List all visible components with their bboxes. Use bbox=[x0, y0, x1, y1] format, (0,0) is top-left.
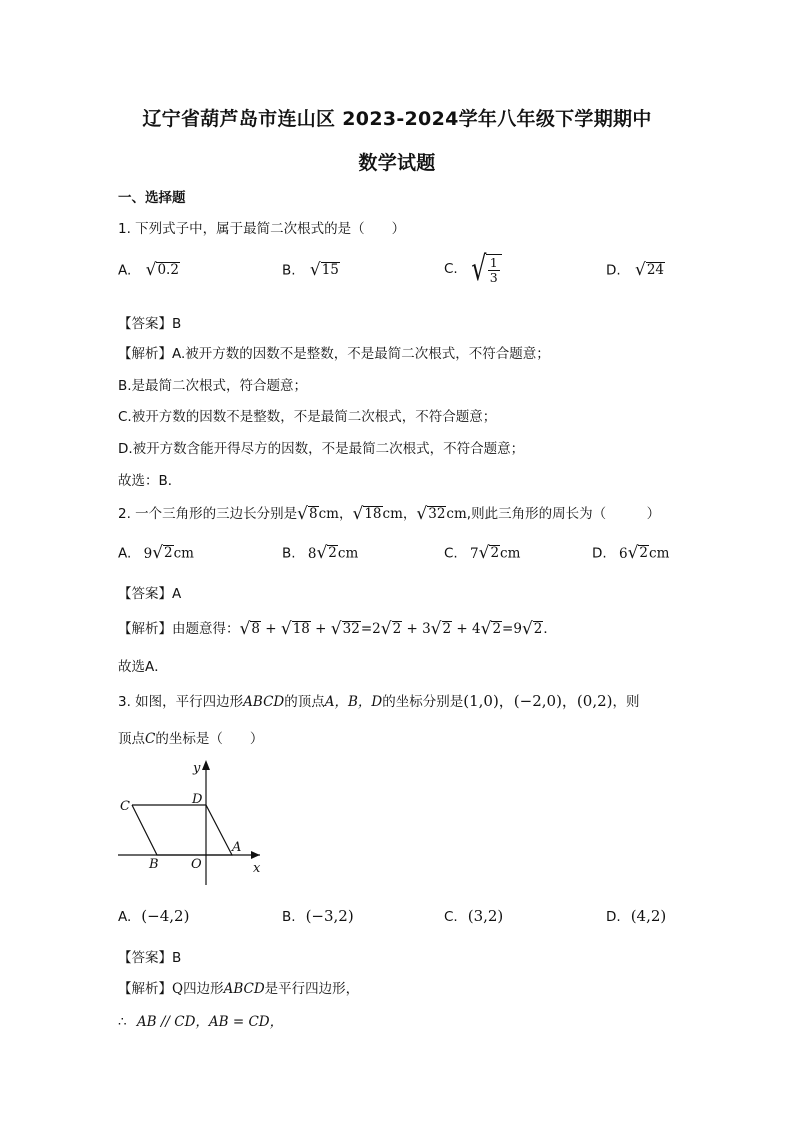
separator: ， bbox=[402, 506, 417, 522]
sqrt-expression: √ 8 bbox=[297, 503, 318, 524]
sqrt-expression: √ 2 bbox=[478, 543, 500, 563]
option-value: (−3,2) bbox=[305, 907, 354, 925]
q3-analysis-line-2 bbox=[118, 1010, 283, 1030]
option-label: A. bbox=[118, 545, 132, 562]
unit: cm bbox=[173, 545, 194, 562]
sqrt-fraction: √ $\frac{1}{3}$ bbox=[468, 252, 502, 286]
option-label: D. bbox=[606, 262, 621, 279]
radicand: 2 bbox=[492, 621, 502, 638]
option-label: B. bbox=[282, 262, 296, 279]
q1-option-d bbox=[606, 262, 665, 279]
radicand: 8 bbox=[251, 621, 260, 638]
label-b: B bbox=[149, 857, 159, 872]
q2-option-a bbox=[118, 545, 194, 562]
sqrt-expression: √ 18 bbox=[352, 503, 382, 524]
q1-analysis-line-1 bbox=[118, 342, 550, 362]
unit: cm bbox=[446, 506, 467, 522]
q2-answer: 【答案】A bbox=[118, 586, 182, 602]
question-2-stem bbox=[118, 502, 660, 523]
fraction bbox=[488, 256, 500, 283]
math-text: ABCD bbox=[243, 694, 285, 710]
option-label: A. bbox=[118, 262, 132, 279]
coefficient: 6 bbox=[618, 545, 628, 562]
label-origin: O bbox=[191, 857, 202, 872]
sqrt-expression: √ 32 bbox=[416, 503, 446, 524]
option-label: B. bbox=[282, 909, 296, 925]
radicand: 2 bbox=[392, 621, 402, 638]
math-text: A，B，D bbox=[324, 694, 383, 710]
q3-analysis-line-1 bbox=[118, 977, 359, 997]
radicand: 32 bbox=[342, 621, 360, 638]
q2-option-b bbox=[282, 545, 358, 562]
label-c: C bbox=[120, 799, 130, 814]
sqrt-expression: √ 15 bbox=[309, 260, 339, 280]
q3-option-d bbox=[606, 907, 666, 925]
sqrt-expression: √ 24 bbox=[634, 260, 665, 280]
option-label: D. bbox=[606, 909, 621, 925]
parallelogram bbox=[132, 805, 232, 855]
radicand: 32 bbox=[428, 505, 446, 522]
stem-text: ,则此三角形的周长为（ ） bbox=[466, 506, 661, 522]
unit: cm bbox=[337, 545, 359, 562]
sqrt-expression: √ 0.2 bbox=[145, 260, 179, 280]
page-subtitle: 数学试题 bbox=[358, 152, 436, 174]
q1-analysis-line-3: C.被开方数的因数不是整数，不是最简二次根式，不符合题意； bbox=[118, 409, 497, 425]
q2-analysis bbox=[118, 617, 557, 638]
coefficient: 3 bbox=[422, 621, 431, 637]
radicand: 2 bbox=[533, 621, 543, 638]
stem-text: 的顶点 bbox=[284, 694, 325, 710]
denominator: 3 bbox=[489, 269, 498, 285]
separator: ， bbox=[338, 506, 353, 522]
sqrt-expression: √ 2 bbox=[316, 543, 337, 563]
analysis-text: 是平行四边形， bbox=[264, 981, 360, 997]
analysis-tag: 【解析】 bbox=[118, 346, 172, 362]
radicand: 2 bbox=[490, 545, 500, 562]
q1-option-a bbox=[118, 262, 180, 279]
option-label: C. bbox=[444, 909, 458, 925]
q3-option-b bbox=[282, 907, 354, 925]
coordinates: (1,0)，(−2,0)，(0,2) bbox=[463, 692, 613, 710]
q2-option-d bbox=[592, 545, 669, 562]
analysis-tag: 【解析】 bbox=[118, 621, 172, 637]
stem-text: 顶点 bbox=[118, 731, 145, 747]
radicand: 24 bbox=[646, 262, 665, 279]
radicand: 2 bbox=[164, 545, 173, 562]
unit: cm bbox=[500, 545, 521, 562]
option-label: D. bbox=[592, 545, 607, 562]
coefficient: 2 bbox=[372, 621, 381, 637]
option-label: B. bbox=[282, 545, 296, 562]
option-value: (−4,2) bbox=[141, 907, 190, 925]
sqrt-expression: √ 2 bbox=[627, 543, 649, 563]
radicand: 2 bbox=[328, 545, 337, 562]
parallelogram-figure bbox=[110, 755, 280, 885]
q1-option-c bbox=[444, 249, 502, 289]
unit: cm bbox=[318, 506, 339, 522]
radicand: 2 bbox=[639, 545, 649, 562]
coefficient: 7 bbox=[470, 545, 479, 562]
coefficient: 9 bbox=[143, 545, 153, 562]
option-value: (3,2) bbox=[467, 907, 504, 925]
stem-text: 的坐标分别是 bbox=[382, 694, 464, 710]
section-heading: 一、选择题 bbox=[118, 190, 186, 206]
q3-option-c bbox=[444, 907, 503, 925]
coefficient: 8 bbox=[307, 545, 317, 562]
unit: cm bbox=[649, 545, 670, 562]
coefficient: 9 bbox=[513, 621, 522, 637]
q1-answer: 【答案】B bbox=[118, 316, 182, 332]
option-label: C. bbox=[444, 261, 458, 277]
option-label: C. bbox=[444, 545, 458, 562]
q1-choose: 故选：B． bbox=[118, 473, 182, 489]
radicand: 18 bbox=[364, 505, 382, 522]
option-value: (4,2) bbox=[630, 907, 667, 925]
label-a: A bbox=[232, 840, 242, 855]
math-text: AB // CD，AB = CD， bbox=[136, 1014, 284, 1030]
y-axis-arrow bbox=[202, 760, 210, 770]
radicand: 18 bbox=[292, 621, 310, 638]
stem-text: 的坐标是（ ） bbox=[155, 731, 264, 747]
stem-text: 2. 一个三角形的三边长分别是 bbox=[118, 506, 298, 522]
label-d: D bbox=[192, 792, 203, 807]
stem-text: ，则 bbox=[612, 694, 640, 710]
q1-analysis-line-4: D.被开方数含能开得尽方的因数，不是最简二次根式，不符合题意； bbox=[118, 441, 525, 457]
q1-option-b bbox=[282, 262, 340, 279]
page-title: 辽宁省葫芦岛市连山区 2023-2024学年八年级下学期期中 bbox=[142, 108, 652, 130]
analysis-equation: √ 8 + √ 18 + √ 32 =2 √ 2 + 3 √ 2 + 4 √ 2 =9 √ 2 ． bbox=[239, 619, 557, 639]
analysis-text: 四边形 bbox=[183, 981, 224, 997]
therefore-symbol: ∴ bbox=[118, 1014, 127, 1030]
question-3-stem-line-1 bbox=[118, 690, 640, 711]
numerator: 1 bbox=[489, 255, 498, 271]
q2-choose: 故选A． bbox=[118, 659, 168, 675]
stem-text: 3. 如图，平行四边形 bbox=[118, 694, 244, 710]
label-x: x bbox=[253, 861, 261, 876]
sqrt-expression: √ 2 bbox=[152, 543, 173, 563]
because-symbol: Q bbox=[172, 981, 184, 997]
option-label: A. bbox=[118, 909, 132, 925]
radicand: 2 bbox=[442, 621, 452, 638]
question-1-stem: 1. 下列式子中，属于最简二次根式的是（ ） bbox=[118, 221, 406, 237]
coefficient: 4 bbox=[472, 621, 481, 637]
q2-option-c bbox=[444, 545, 520, 562]
analysis-tag: 【解析】 bbox=[118, 981, 172, 997]
q3-option-a bbox=[118, 907, 189, 925]
x-axis-arrow bbox=[251, 851, 260, 859]
question-3-stem-line-2 bbox=[118, 727, 263, 747]
math-text: ABCD bbox=[223, 981, 265, 997]
radicand: 8 bbox=[309, 505, 318, 522]
analysis-text: 由题意得： bbox=[172, 621, 240, 637]
analysis-text: A.被开方数的因数不是整数，不是最简二次根式，不符合题意； bbox=[172, 346, 550, 362]
math-text: C bbox=[145, 731, 156, 747]
q3-answer: 【答案】B bbox=[118, 950, 182, 966]
unit: cm bbox=[382, 506, 403, 522]
label-y: y bbox=[193, 761, 201, 776]
q1-analysis-line-2: B.是最简二次根式，符合题意； bbox=[118, 378, 308, 394]
radicand: 15 bbox=[321, 262, 339, 279]
radicand: 0.2 bbox=[157, 262, 179, 279]
